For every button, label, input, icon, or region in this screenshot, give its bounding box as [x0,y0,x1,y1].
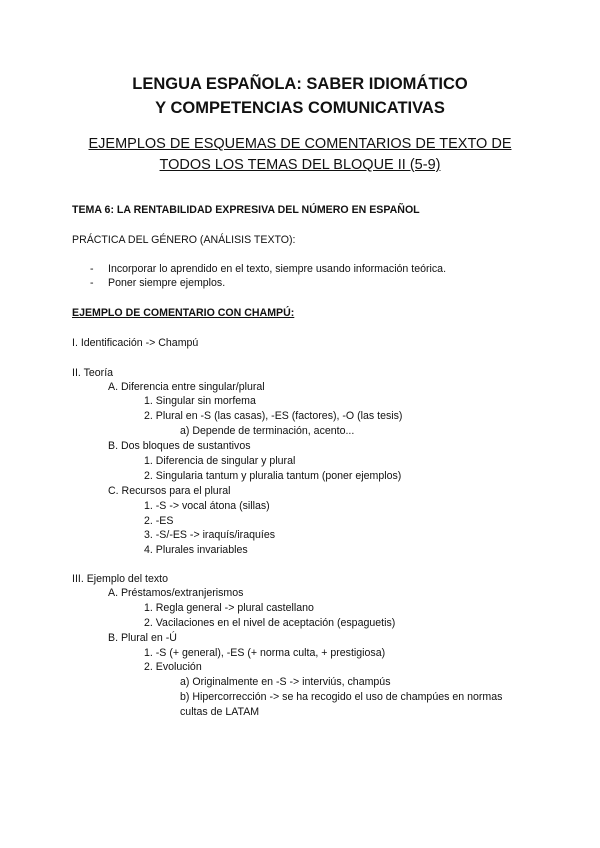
ejemplo-heading: EJEMPLO DE COMENTARIO CON CHAMPÚ: [72,307,295,319]
outline-item: B. Dos bloques de sustantivos [108,440,251,452]
document-subtitle-line-2: TODOS LOS TEMAS DEL BLOQUE II (5-9) [159,157,441,173]
outline-item: 1. Singular sin morfema [144,395,256,407]
outline-item: 4. Plurales invariables [144,544,248,556]
outline-item: a) Originalmente en -S -> interviús, champús [180,676,391,688]
outline-item: 2. Plural en -S (las casas), -ES (factores), -O (las tesis) [144,410,403,422]
bullet-item: Incorporar lo aprendido en el texto, siempre usando información teórica. [108,263,447,275]
outline-item: 1. Diferencia de singular y plural [144,455,296,467]
outline-item: a) Depende de terminación, acento... [180,425,355,437]
outline-item: C. Recursos para el plural [108,485,231,497]
outline-item: 2. -ES [144,515,174,527]
outline-item: 1. -S -> vocal átona (sillas) [144,500,270,512]
bullet-marker: - [90,277,94,289]
outline-item: A. Diferencia entre singular/plural [108,381,265,393]
document-title-line-2: Y COMPETENCIAS COMUNICATIVAS [155,99,445,117]
outline-item: 1. Regla general -> plural castellano [144,602,314,614]
document-subtitle-line-1: EJEMPLOS DE ESQUEMAS DE COMENTARIOS DE TEXTO DE [88,136,512,152]
bullet-item: Poner siempre ejemplos. [108,277,226,289]
outline-item: b) Hipercorrección -> se ha recogido el uso de champúes en normas [180,691,503,703]
document-title-line-1: LENGUA ESPAÑOLA: SABER IDIOMÁTICO [132,75,468,93]
outline-item: 2. Evolución [144,661,202,673]
outline-item: B. Plural en -Ú [108,632,177,644]
practica-heading: PRÁCTICA DEL GÉNERO (ANÁLISIS TEXTO): [72,234,296,246]
outline-section-3: III. Ejemplo del texto [72,573,168,585]
outline-item: A. Préstamos/extranjerismos [108,587,244,599]
outline-section-2: II. Teoría [72,367,114,379]
outline-section-1: I. Identificación -> Champú [72,337,199,349]
outline-item: cultas de LATAM [180,706,260,718]
outline-item: 1. -S (+ general), -ES (+ norma culta, + prestigiosa) [144,647,386,659]
outline-item: 3. -S/-ES -> iraquís/iraquíes [144,529,276,541]
outline-item: 2. Vacilaciones en el nivel de aceptación (espaguetis) [144,617,396,629]
tema-heading: TEMA 6: LA RENTABILIDAD EXPRESIVA DEL NÚMERO EN ESPAÑOL [72,204,420,216]
bullet-marker: - [90,263,94,275]
outline-item: 2. Singularia tantum y pluralia tantum (poner ejemplos) [144,470,402,482]
